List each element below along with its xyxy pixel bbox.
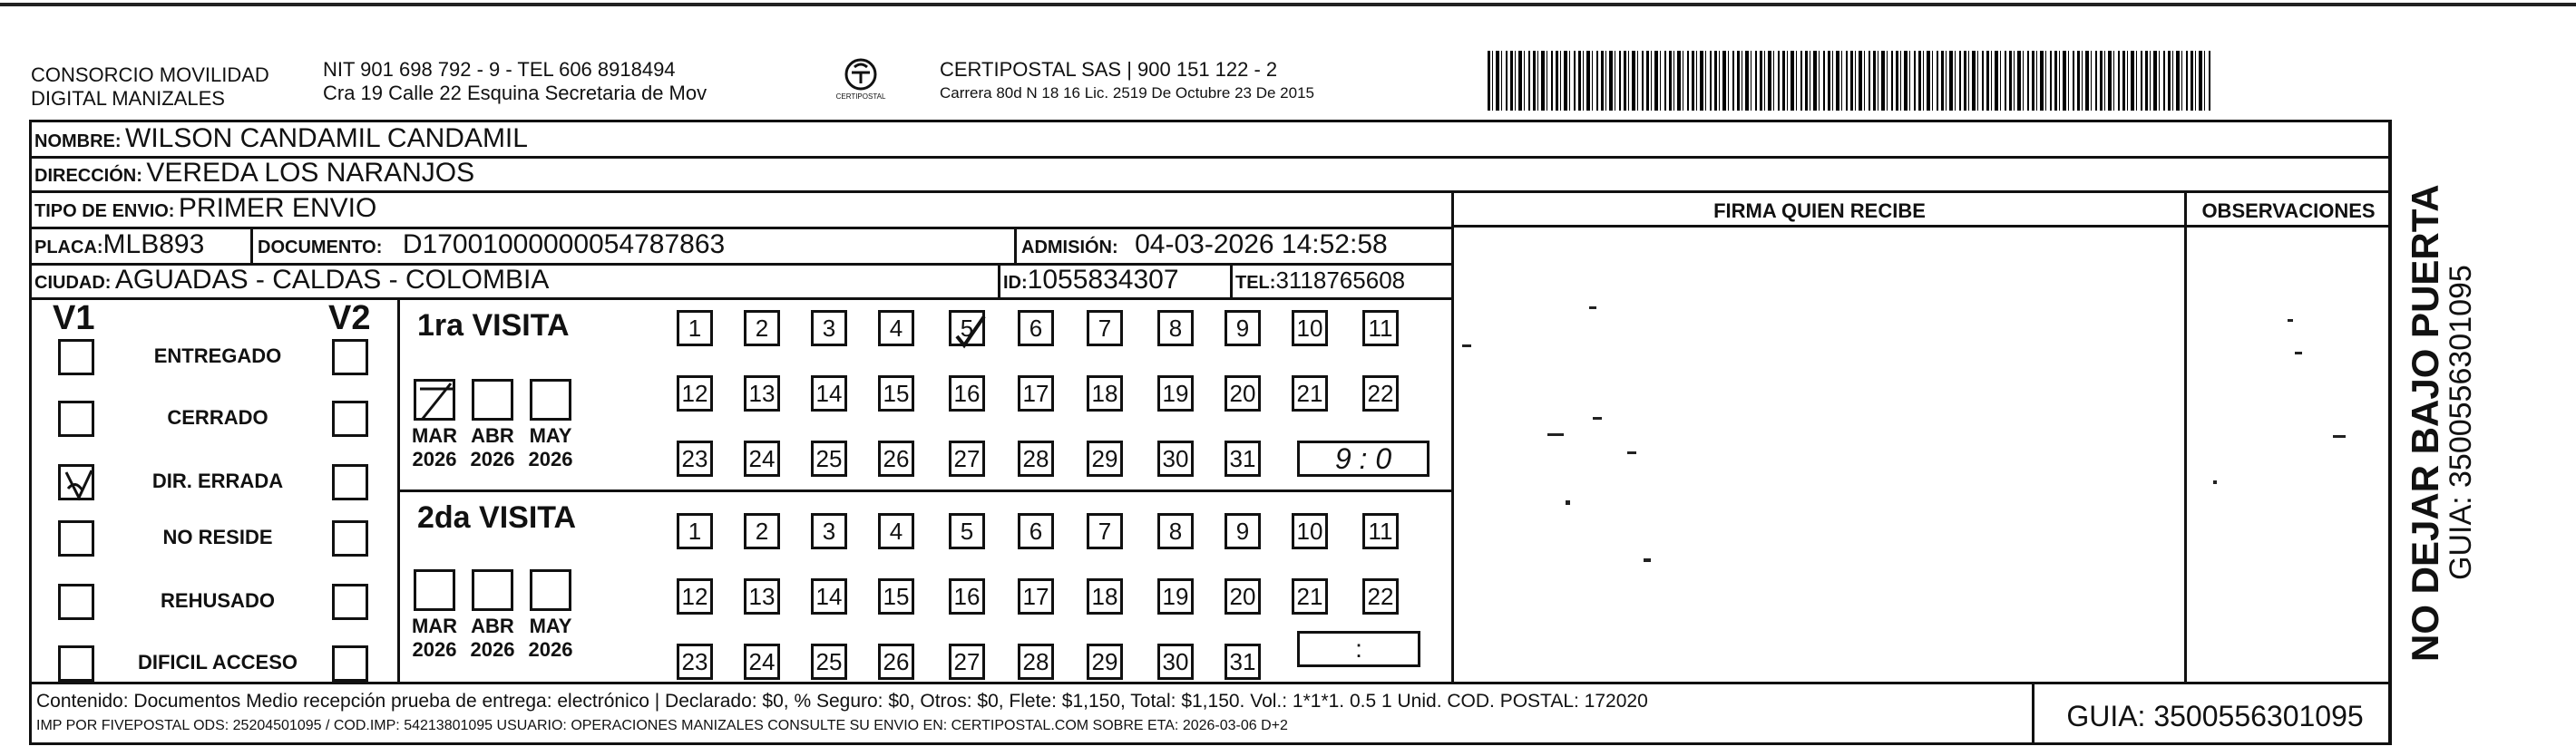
day-box[interactable]: 8 [1157,513,1194,549]
day-box[interactable]: 4 [878,310,914,346]
side-guia: GUIA: 3500556301095 [2444,265,2478,580]
day-box[interactable]: 8 [1157,310,1194,346]
side-warning: NO DEJAR BAJO PUERTA [2404,184,2446,662]
day-box[interactable]: 5 [949,310,985,346]
day-box[interactable]: 26 [878,441,914,477]
placa-field: PLACA:MLB893 [34,229,205,259]
day-box[interactable]: 11 [1362,513,1399,549]
month-label: MAY 2026 [528,615,573,661]
firma-header: FIRMA QUIEN RECIBE [1713,199,1926,222]
v2-checkbox[interactable] [332,339,368,375]
second-visit-time[interactable]: : [1297,631,1420,667]
v2-checkbox[interactable] [332,401,368,437]
first-visit-time[interactable]: 9 : 0 [1297,441,1429,477]
reason-label: REHUSADO [161,589,275,612]
direccion-field: DIRECCIÓN: VEREDA LOS NARANJOS [34,158,475,188]
v2-checkbox[interactable] [332,520,368,557]
admision-field: ADMISIÓN: 04-03-2026 14:52:58 [1021,229,1388,259]
day-box[interactable]: 1 [677,310,713,346]
day-box[interactable]: 10 [1292,513,1328,549]
day-box[interactable]: 14 [811,375,847,412]
reason-label: CERRADO [167,406,268,429]
day-box[interactable]: 23 [677,644,713,680]
day-box[interactable]: 9 [1225,310,1261,346]
day-box[interactable]: 29 [1087,644,1123,680]
day-box[interactable]: 22 [1362,578,1399,615]
month-checkbox[interactable] [472,569,513,611]
v2-checkbox[interactable] [332,645,368,682]
second-visit-title: 2da VISITA [417,500,577,535]
v1-checkbox[interactable] [58,520,94,557]
day-box[interactable]: 29 [1087,441,1123,477]
day-box[interactable]: 19 [1157,578,1194,615]
day-box[interactable]: 1 [677,513,713,549]
day-box[interactable]: 10 [1292,310,1328,346]
day-box[interactable]: 4 [878,513,914,549]
month-checkbox[interactable] [472,379,513,421]
day-box[interactable]: 17 [1018,578,1054,615]
footer-contenido: Contenido: Documentos Medio recepción prueba de entrega: electrónico | Declarado: $0, % Seguro: $0, Otros: $0, Flete: $1,150, Total: $1,150. Vol.: 1*1*1. 0.5 1 Unid. COD. POSTAL: 172020 [36,691,1648,712]
day-box[interactable]: 2 [744,513,780,549]
day-box[interactable]: 3 [811,513,847,549]
day-box[interactable]: 11 [1362,310,1399,346]
day-box[interactable]: 6 [1018,310,1054,346]
v1-checkbox[interactable] [58,584,94,620]
day-box[interactable]: 14 [811,578,847,615]
tel-field: TEL:3118765608 [1235,267,1406,294]
day-box[interactable]: 20 [1225,578,1261,615]
day-box[interactable]: 21 [1292,578,1328,615]
v1-label: V1 [53,299,95,337]
nombre-field: NOMBRE: WILSON CANDAMIL CANDAMIL [34,123,528,153]
ciudad-field: CIUDAD: AGUADAS - CALDAS - COLOMBIA [34,265,550,295]
day-box[interactable]: 24 [744,644,780,680]
month-checkbox[interactable] [414,569,455,611]
tipo-envio-field: TIPO DE ENVIO: PRIMER ENVIO [34,193,377,223]
day-box[interactable]: 28 [1018,441,1054,477]
day-box[interactable]: 16 [949,578,985,615]
day-box[interactable]: 28 [1018,644,1054,680]
month-checkbox[interactable] [414,379,455,421]
day-box[interactable]: 15 [878,578,914,615]
day-box[interactable]: 17 [1018,375,1054,412]
documento-field: DOCUMENTO: D17001000000054787863 [258,229,726,259]
day-box[interactable]: 3 [811,310,847,346]
month-checkbox[interactable] [530,569,571,611]
month-label: MAR 2026 [411,615,458,661]
v2-label: V2 [328,299,371,337]
observaciones-header: OBSERVACIONES [2201,199,2376,222]
day-box[interactable]: 20 [1225,375,1261,412]
day-box[interactable]: 22 [1362,375,1399,412]
day-box[interactable]: 18 [1087,375,1123,412]
top-border [0,0,2576,9]
day-box[interactable]: 2 [744,310,780,346]
day-box[interactable]: 31 [1225,644,1261,680]
day-box[interactable]: 25 [811,441,847,477]
v2-checkbox[interactable] [332,464,368,500]
v1-checkbox[interactable] [58,401,94,437]
day-box[interactable]: 30 [1157,441,1194,477]
month-label: MAY 2026 [528,424,573,470]
reason-label: NO RESIDE [162,526,273,548]
month-label: ABR 2026 [470,615,515,661]
carrier-logo: CERTIPOSTAL [834,56,887,105]
day-box[interactable]: 23 [677,441,713,477]
day-box[interactable]: 26 [878,644,914,680]
day-box[interactable]: 30 [1157,644,1194,680]
month-checkbox[interactable] [530,379,571,421]
month-label: ABR 2026 [470,424,515,470]
day-box[interactable]: 16 [949,375,985,412]
reason-label: DIFICIL ACCESO [137,651,298,674]
day-box[interactable]: 27 [949,441,985,477]
day-box[interactable]: 27 [949,644,985,680]
day-box[interactable]: 7 [1087,310,1123,346]
month-label: MAR 2026 [411,424,458,470]
company-name: CONSORCIO MOVILIDAD DIGITAL MANIZALES [31,63,269,110]
day-box[interactable]: 21 [1292,375,1328,412]
company-nit: NIT 901 698 792 - 9 - TEL 606 8918494 Cra 19 Calle 22 Esquina Secretaria de Mov [323,58,707,104]
v1-checkbox[interactable] [58,339,94,375]
day-box[interactable]: 9 [1225,513,1261,549]
footer-guia: GUIA: 3500556301095 [2066,700,2364,732]
day-box[interactable]: 25 [811,644,847,680]
v2-checkbox[interactable] [332,584,368,620]
day-box[interactable]: 7 [1087,513,1123,549]
id-field: ID:1055834307 [1003,265,1179,295]
v1-checkbox[interactable] [58,645,94,682]
day-box[interactable]: 24 [744,441,780,477]
day-box[interactable]: 6 [1018,513,1054,549]
v1-checkbox[interactable] [58,464,94,500]
day-box[interactable]: 13 [744,375,780,412]
day-box[interactable]: 12 [677,578,713,615]
carrier-info: CERTIPOSTAL SAS | 900 151 122 - 2 Carrera 80d N 18 16 Lic. 2519 De Octubre 23 De 2015 [940,58,1314,102]
footer-imp: IMP POR FIVEPOSTAL ODS: 25204501095 / COD.IMP: 54213801095 USUARIO: OPERACIONES MANIZALES CONSULTE SU ENVIO EN: CERTIPOSTAL.COM SOBRE ETA: 2026-03-06 D+2 [36,718,1288,733]
first-visit-title: 1ra VISITA [417,308,570,343]
day-box[interactable]: 5 [949,513,985,549]
day-box[interactable]: 12 [677,375,713,412]
day-box[interactable]: 15 [878,375,914,412]
day-box[interactable]: 31 [1225,441,1261,477]
reason-label: ENTREGADO [153,344,282,367]
day-box[interactable]: 18 [1087,578,1123,615]
day-box[interactable]: 19 [1157,375,1194,412]
day-box[interactable]: 13 [744,578,780,615]
barcode [1488,51,2213,111]
reason-label: DIR. ERRADA [151,470,284,492]
